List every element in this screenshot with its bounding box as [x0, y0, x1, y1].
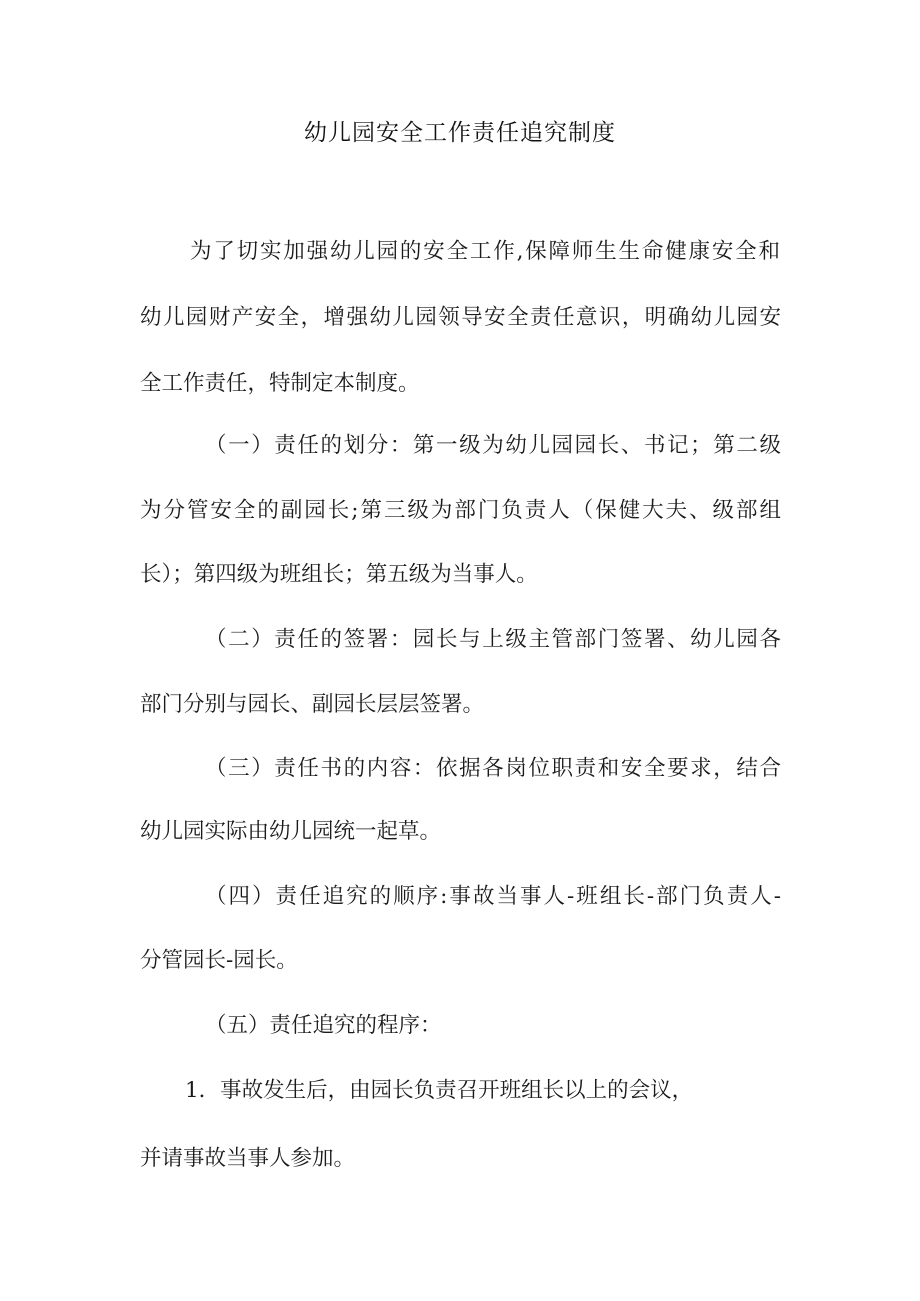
paragraph-line-2: 幼儿园财产安全，增强幼儿园领导安全责任意识，明确幼儿园安 [140, 305, 781, 330]
paragraph-line-12: 分管园长-园长。 [140, 948, 298, 973]
paragraph-line-9: （三）责任书的内容：依据各岗位职责和安全要求，结合 [205, 756, 781, 781]
paragraph-line-13: （五）责任追究的程序： [205, 1013, 442, 1038]
paragraph-line-3: 全工作责任，特制定本制度。 [140, 371, 420, 396]
paragraph-line-10: 幼儿园实际由幼儿园统一起草。 [140, 819, 442, 844]
paragraph-line-1: 为了切实加强幼儿园的安全工作,保障师生生命健康安全和 [190, 239, 780, 264]
document-title: 幼儿园安全工作责任追究制度 [304, 120, 616, 146]
paragraph-line-14: 1．事故发生后，由园长负责召开班组长以上的会议， [185, 1078, 694, 1103]
paragraph-line-15: 并请事故当事人参加。 [140, 1146, 356, 1171]
paragraph-line-8: 部门分别与园长、副园长层层签署。 [140, 692, 485, 717]
paragraph-line-11: （四）责任追究的顺序:事故当事人-班组长-部门负责人- [205, 884, 781, 909]
paragraph-line-6: 长）；第四级为班组长；第五级为当事人。 [140, 562, 538, 587]
paragraph-line-5: 为分管安全的副园长;第三级为部门负责人（保健大夫、级部组 [140, 498, 781, 523]
paragraph-line-4: （一）责任的划分：第一级为幼儿园园长、书记；第二级 [205, 433, 781, 458]
paragraph-line-7: （二）责任的签署：园长与上级主管部门签署、幼儿园各 [205, 627, 781, 652]
